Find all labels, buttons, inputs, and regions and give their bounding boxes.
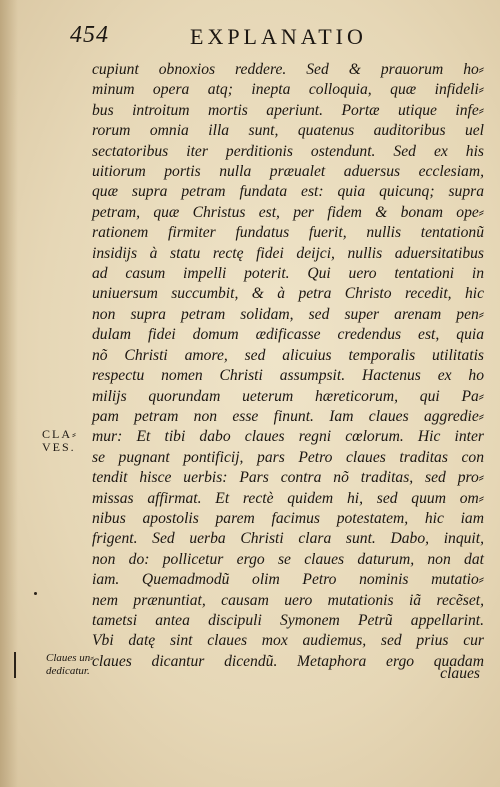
marginal-note-claves [42,428,78,454]
text-line: insidijs à statu rectę fidei deijci, nullis aduersitatibus [92,244,484,262]
ink-dot-mark [34,592,37,595]
margin-tick-mark [14,652,16,678]
text-line: pam petram non esse finunt. Iam claues aggredie⸗ [92,407,484,425]
text-line: dulam fidei domum ædificasse credendus est, quia [92,326,484,344]
text-line: uitiorum portis nulla præualet aduersus ecclesiam, [92,163,484,181]
text-line: non supra petram solidam, sed super arenam pen⸗ [92,305,484,323]
body-text-block [92,60,484,672]
marginal-note-claves-un [46,652,94,678]
text-line: non do: pollicetur ergo se claues daturum, non dat [92,550,484,568]
marginal-note-line: VES. [42,440,76,454]
page-number: 454 [70,22,109,48]
text-line: se pugnant pontificij, pars Petro claues traditas con [92,448,484,466]
text-line: ad casum impelli poterit. Qui uero tentationi in [92,265,484,283]
marginal-note-line: CLA⸗ [42,427,78,441]
marginal-note-line: dedicatur. [46,665,90,677]
text-line: missas affirmat. Et rectè quidem hi, sed quum om⸗ [92,489,484,507]
text-line: quæ supra petram fundata est: quia quicunq; supra [92,183,484,201]
text-line: bus introitum mortis aperiunt. Portæ utique infe⸗ [92,101,484,119]
text-line: uniuersum succumbit, & à petra Christo recedit, hic [92,285,484,303]
catchword: claues [440,665,480,682]
text-line: Vbi datę sint claues mox audiemus, sed prius cur [92,632,484,650]
text-line: frigent. Sed uerba Christi clara sunt. Dabo, inquit, [92,530,484,548]
text-line: sectatoribus iter perditionis ostendunt. Sed ex his [92,142,484,160]
text-line: claues dicantur dicendũ. Metaphora ergo quadam [92,652,484,670]
text-line: nem prænuntiat, causam uero mutationis iã recẽset, [92,591,484,609]
text-line: mur: Et tibi dabo claues regni cœlorum. Hic inter [92,428,484,446]
page-header [0,22,500,52]
text-line: rationem firmiter fundatus fuerit, nullis tentationũ [92,224,484,242]
text-line: minum opera atq; inepta colloquia, quæ infideli⸗ [92,81,484,99]
text-line: respectu nomen Christi assumpsit. Hactenus ex ho [92,367,484,385]
text-line: rorum omnia illa sunt, quatenus auditoribus uel [92,122,484,140]
text-line: milijs quorundam ueterum hæreticorum, qui Pa⸗ [92,387,484,405]
text-line: nibus apostolis parem facimus potestatem, hic iam [92,509,484,527]
text-line: cupiunt obnoxios reddere. Sed & prauorum ho⸗ [92,61,484,78]
text-line: tametsi antea discipuli Symonem Petrũ appellarint. [92,611,484,629]
text-line: iam. Quemadmodũ olim Petro nominis mutatio⸗ [92,571,484,589]
text-line: petram, quæ Christus est, per fidem & bonam ope⸗ [92,203,484,221]
text-line: nõ Christi amore, sed alicuius temporalis utilitatis [92,346,484,364]
marginal-note-line: Claues un⸗ [46,652,94,664]
text-line: tendit hisce uerbis: Pars contra nõ traditas, sed pro⸗ [92,469,484,487]
running-head: EXPLANATIO [190,24,367,49]
